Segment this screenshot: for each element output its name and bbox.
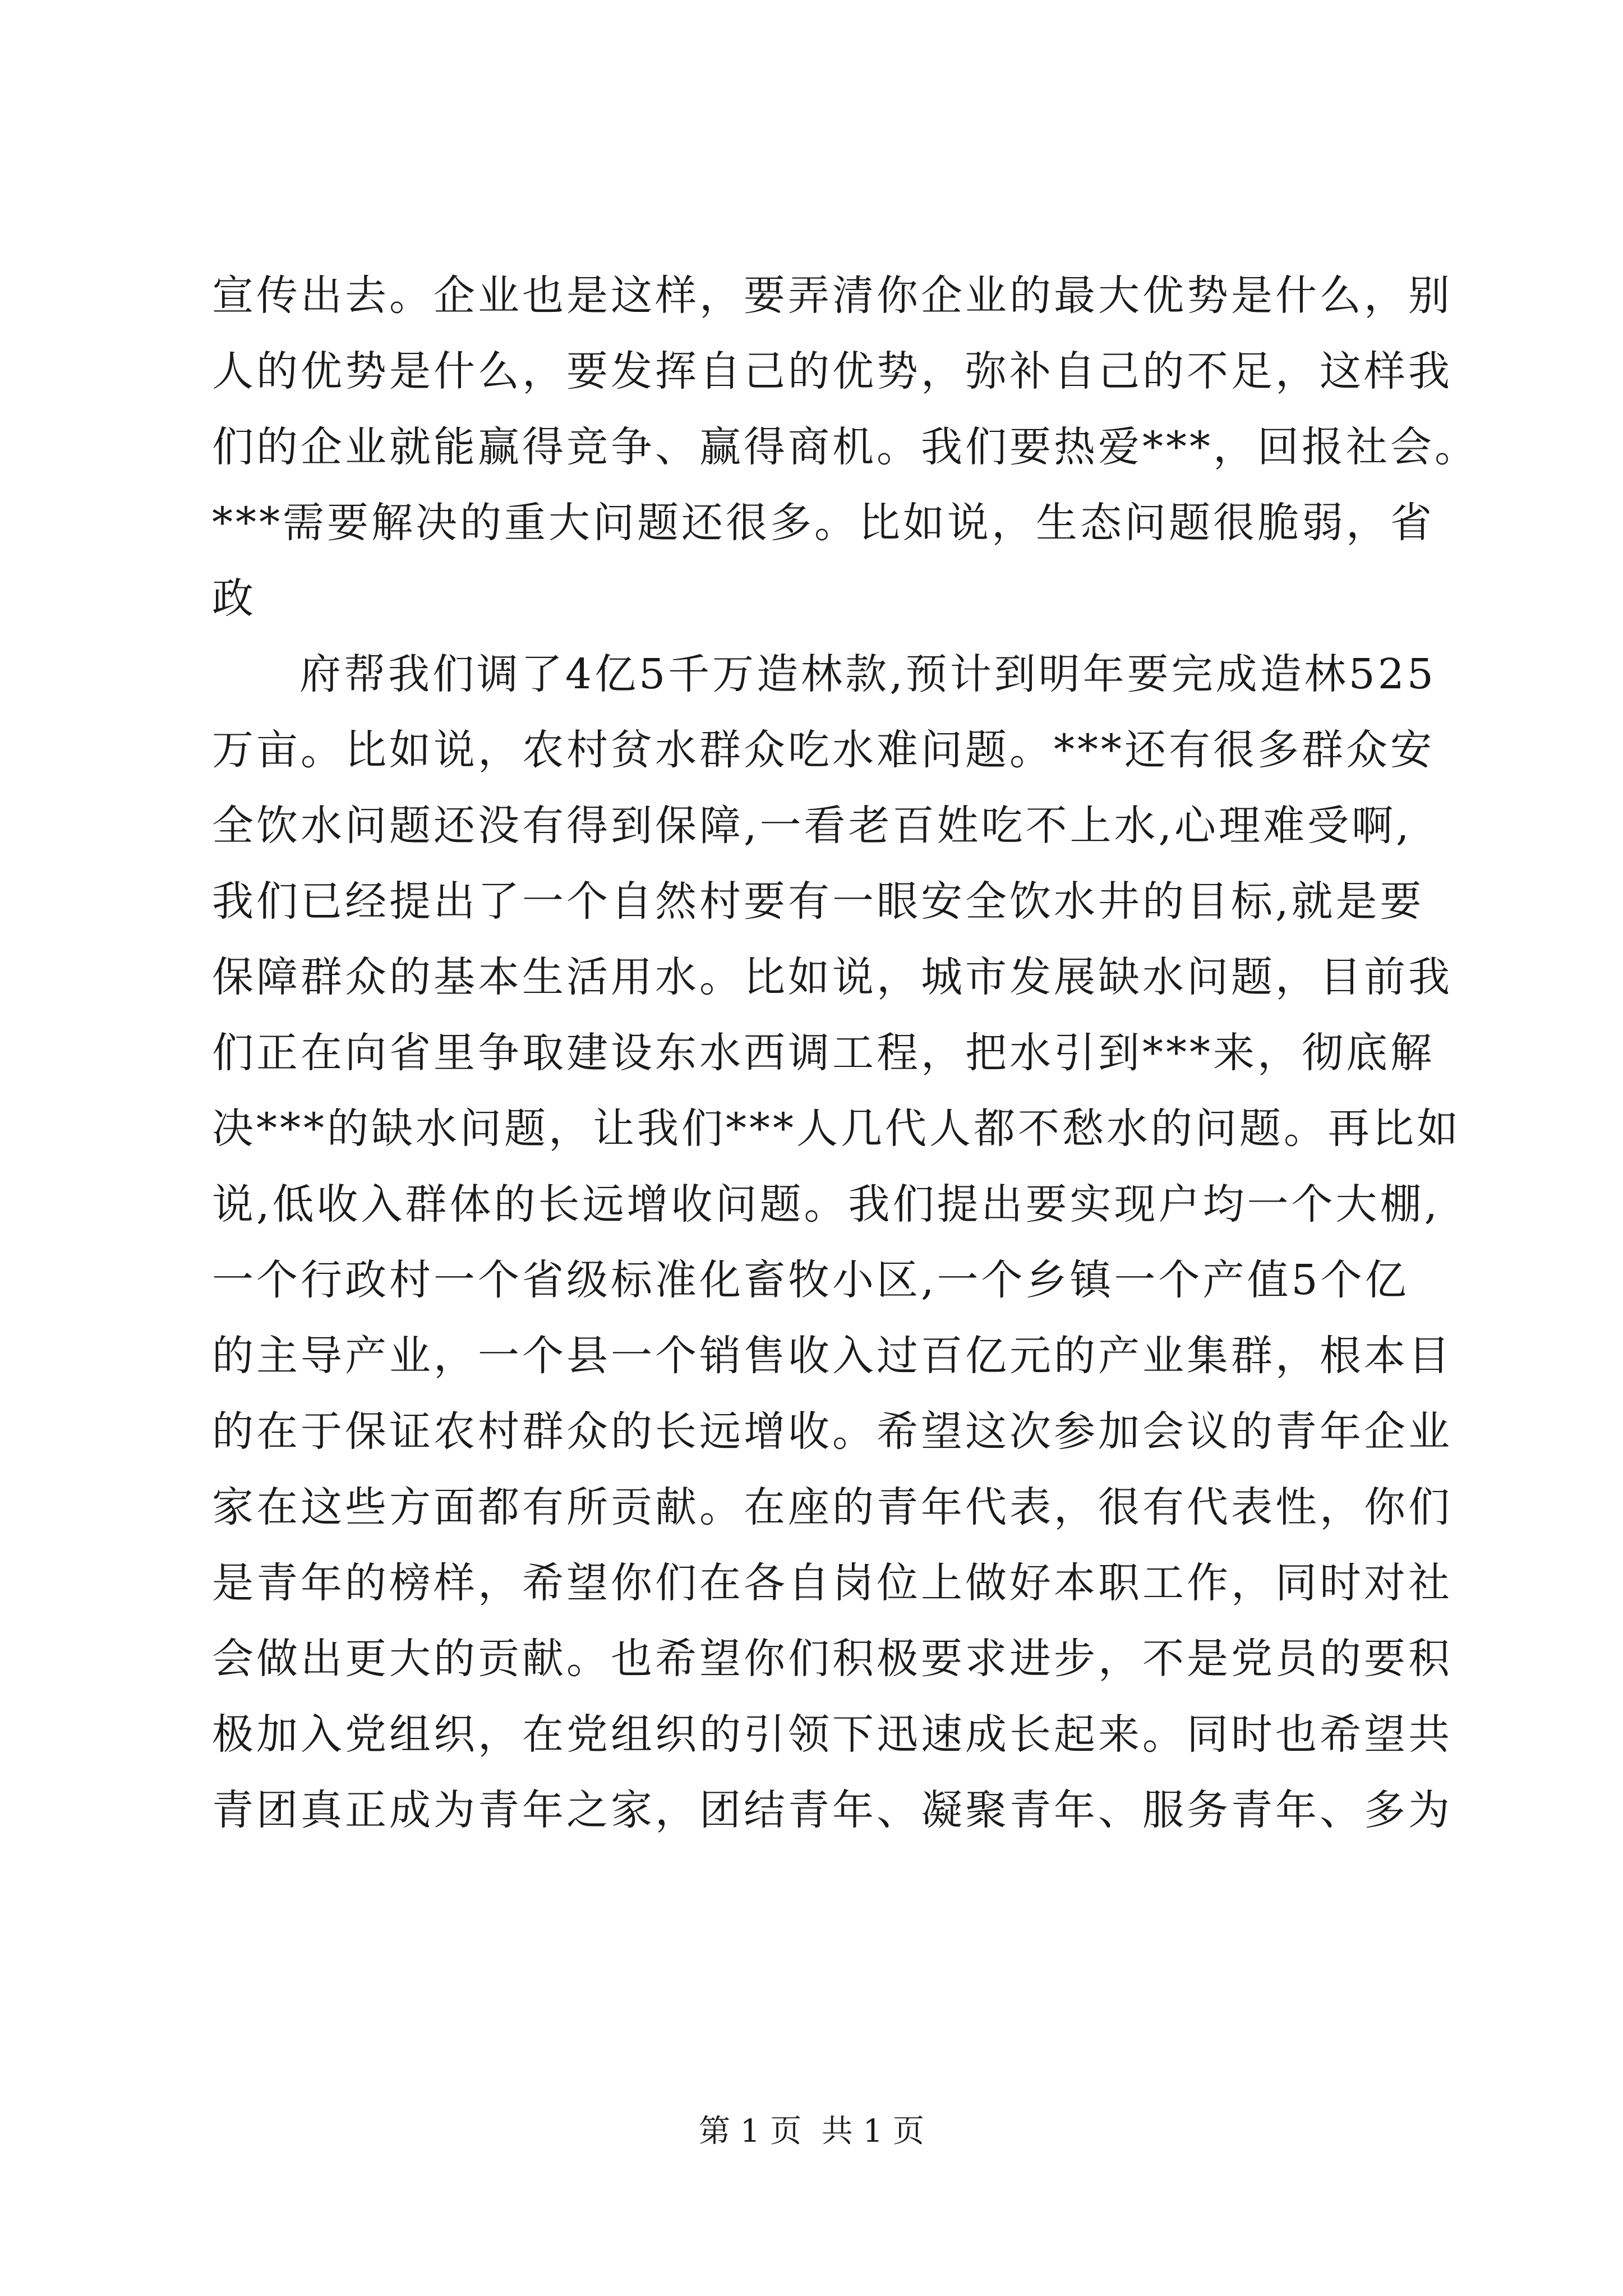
text-line: 政 — [212, 574, 256, 623]
text-line: 宣传出去。企业也是这样，要弄清你企业的最大优势是什么，别 — [212, 272, 1453, 320]
document-body — [212, 258, 1479, 1848]
text-line: 们正在向省里争取建设东水西调工程，把水引到***来，彻底解 — [212, 1029, 1435, 1077]
text-line: 万亩。比如说，农村贫水群众吃水难问题。***还有很多群众安 — [212, 726, 1435, 774]
text-line: 府帮我们调了4亿5千万造林款,预计到明年要完成造林525 — [299, 650, 1436, 698]
text-line: 青团真正成为青年之家，团结青年、凝聚青年、服务青年、多为 — [212, 1786, 1453, 1834]
text-line: 极加入党组织，在党组织的引领下迅速成长起来。同时也希望共 — [212, 1710, 1453, 1759]
text-line: 决***的缺水问题，让我们***人几代人都不愁水的问题。再比如 — [212, 1105, 1461, 1153]
text-line: 说,低收入群体的长远增收问题。我们提出要实现户均一个大棚, — [212, 1180, 1441, 1228]
text-line: 的主导产业，一个县一个销售收入过百亿元的产业集群，根本目 — [212, 1332, 1453, 1380]
text-line: 的在于保证农村群众的长远增收。希望这次参加会议的青年企业 — [212, 1407, 1453, 1456]
text-line: 家在这些方面都有所贡献。在座的青年代表，很有代表性，你们 — [212, 1483, 1453, 1531]
text-line: 保障群众的基本生活用水。比如说，城市发展缺水问题，目前我 — [212, 953, 1453, 1001]
text-line: 们的企业就能赢得竞争、赢得商机。我们要热爱***，回报社会。 — [212, 423, 1479, 471]
text-line: ***需要解决的重大问题还很多。比如说，生态问题很脆弱，省 — [212, 499, 1435, 547]
text-line: 一个行政村一个省级标准化畜牧小区,一个乡镇一个产值5个亿 — [212, 1256, 1409, 1304]
text-line: 全饮水问题还没有得到保障,一看老百姓吃不上水,心理难受啊, — [212, 802, 1412, 850]
text-line: 会做出更大的贡献。也希望你们积极要求进步，不是党员的要积 — [212, 1635, 1453, 1683]
text-line: 我们已经提出了一个自然村要有一眼安全饮水井的目标,就是要 — [212, 877, 1424, 926]
text-line: 是青年的榜样，希望你们在各自岗位上做好本职工作，同时对社 — [212, 1559, 1453, 1607]
text-line: 人的优势是什么，要发挥自己的优势，弥补自己的不足，这样我 — [212, 347, 1453, 395]
page-number-footer: 第 1 页 共 1 页 — [698, 2113, 925, 2150]
